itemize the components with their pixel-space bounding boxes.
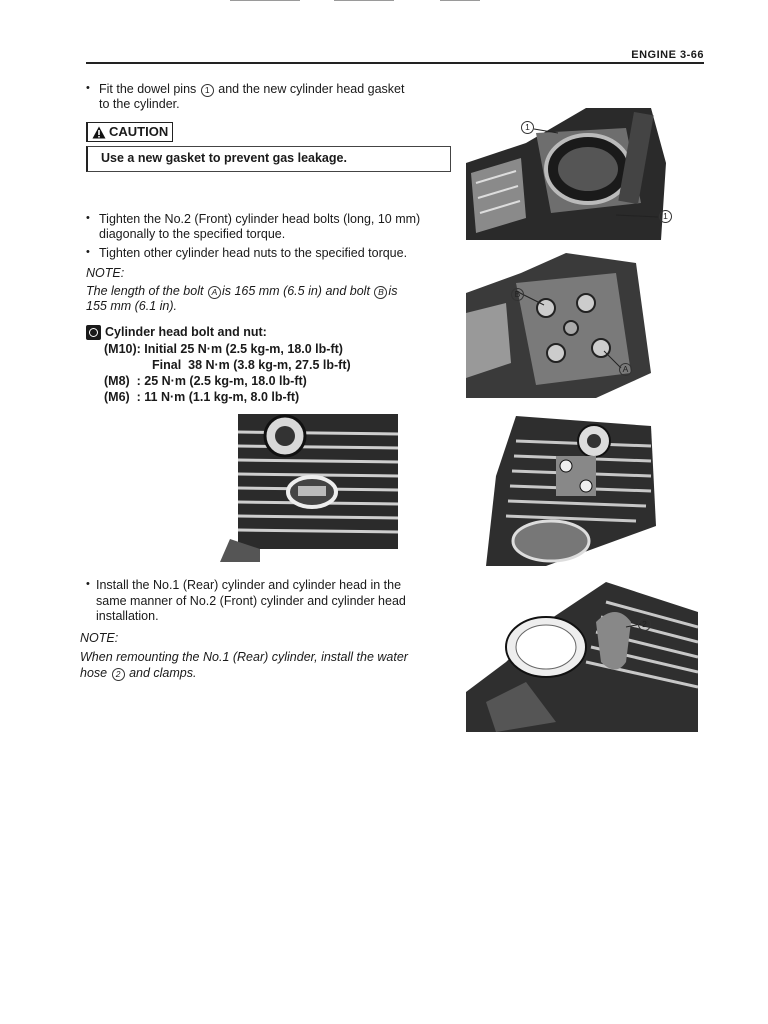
torque-m8: (M8) : 25 N·m (2.5 kg-m, 18.0 lb-ft) (104, 374, 307, 388)
scan-artifact (0, 0, 768, 2)
bullet: • (86, 578, 90, 590)
torque-m6: (M6) : 11 N·m (1.1 kg-m, 8.0 lb-ft) (104, 390, 300, 404)
step1-line2: to the cylinder. (99, 97, 180, 111)
photo-cylinder-gasket (466, 103, 676, 240)
torque-m10-final: Final 38 N·m (3.8 kg-m, 27.5 lb-ft) (152, 358, 351, 372)
note2-label: NOTE: (80, 631, 119, 645)
ref-a-marker: A (208, 286, 221, 299)
step4-line1: Install the No.1 (Rear) cylinder and cylinder head in the (96, 578, 402, 592)
callout-2: 2 (637, 618, 652, 631)
callout-a: A (618, 363, 633, 376)
torque-m10-initial: (M10): Initial 25 N·m (2.5 kg-m, 18.0 lb-ft) (104, 342, 343, 356)
note1-line1: The length of the bolt A is 165 mm (6.5 in) and bolt B is (86, 284, 398, 298)
step1-line1: Fit the dowel pins 1 and the new cylinder head gasket (99, 82, 405, 96)
header-rule (86, 62, 704, 64)
warning-triangle-icon (92, 126, 106, 139)
callout-1-top: 1 (520, 121, 535, 134)
step2-line1: Tighten the No.2 (Front) cylinder head bolts (long, 10 mm) (99, 212, 421, 226)
callout-b: B (510, 288, 525, 301)
step3-line1: Tighten other cylinder head nuts to the specified torque. (99, 246, 408, 260)
note2-line2: hose 2 and clamps. (80, 666, 197, 680)
photo-cylinder-water-hose (466, 582, 698, 732)
callout-1-right: 1 (658, 210, 673, 223)
note2-line1: When remounting the No.1 (Rear) cylinder, install the water (80, 650, 408, 664)
ref-1-marker: 1 (201, 84, 214, 97)
page-header-title: ENGINE 3-66 (631, 49, 704, 61)
caution-label: CAUTION (86, 122, 173, 142)
photo-cylinder-head-side (486, 416, 656, 566)
torque-title: Cylinder head bolt and nut: (105, 325, 267, 339)
photo-cylinder-head-bolts (466, 253, 658, 403)
caution-text: Use a new gasket to prevent gas leakage. (101, 151, 347, 165)
step2-line2: diagonally to the specified torque. (99, 227, 286, 241)
caution-box (86, 146, 451, 172)
bullet: • (86, 246, 90, 258)
ref-2-marker: 2 (112, 668, 125, 681)
bullet: • (86, 82, 90, 94)
step4-line3: installation. (96, 609, 159, 623)
note1-line2: 155 mm (6.1 in). (86, 299, 178, 313)
ref-b-marker: B (374, 286, 387, 299)
torque-wrench-icon (86, 325, 101, 340)
step4-line2: same manner of No.2 (Front) cylinder and cylinder head (96, 594, 406, 608)
photo-cylinder-fins (220, 414, 398, 562)
note1-label: NOTE: (86, 266, 125, 280)
bullet: • (86, 212, 90, 224)
